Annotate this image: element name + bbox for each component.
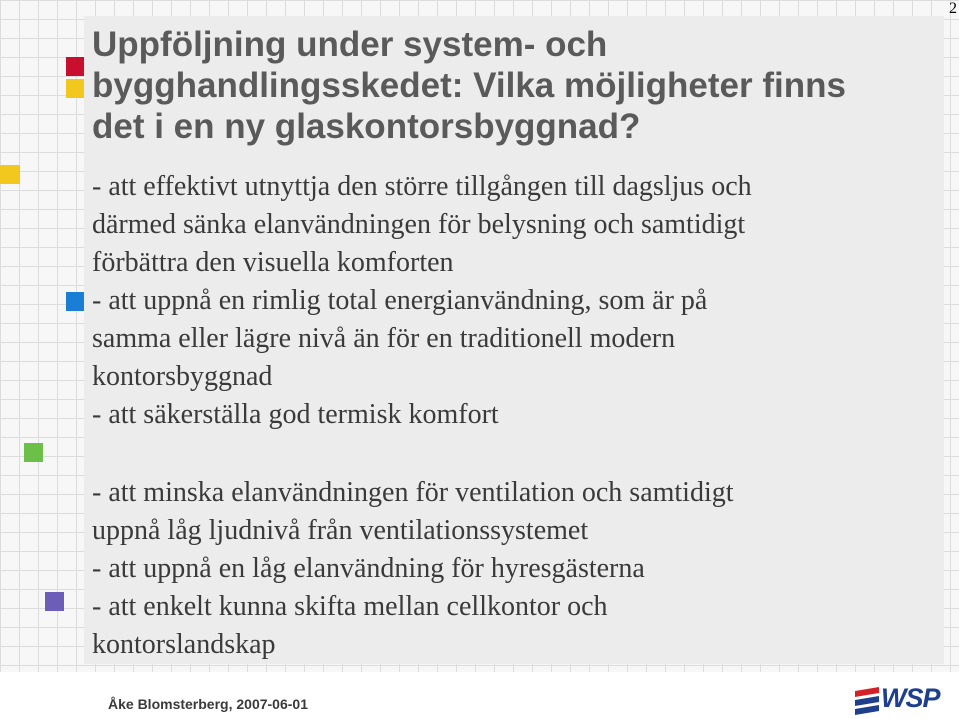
bullet-line: - att minska elanvändningen för ventilation och samtidigt	[92, 477, 734, 508]
bullet-line: därmed sänka elanvändningen för belysning och samtidigt	[92, 209, 746, 240]
title-line: det i en ny glaskontorsbyggnad?	[92, 107, 641, 146]
accent-square-red	[66, 57, 85, 76]
bullet-line: - att enkelt kunna skifta mellan cellkontor och	[92, 591, 608, 622]
wsp-logo-stripe-blue-2	[855, 705, 879, 715]
wsp-logo-text: WSP	[881, 683, 940, 713]
accent-square-purple	[45, 592, 64, 611]
title-line: Uppföljning under system- och	[92, 25, 608, 64]
accent-square-blue	[66, 292, 85, 311]
author-date: Åke Blomsterberg, 2007-06-01	[108, 696, 308, 712]
bullet-line: förbättra den visuella komforten	[92, 247, 454, 278]
wsp-logo-stripe-blue	[855, 696, 879, 706]
accent-square-yellow	[66, 79, 85, 98]
slide-title	[92, 24, 942, 147]
page-number: 2	[949, 0, 957, 17]
bullet-line: kontorslandskap	[92, 629, 276, 660]
bullet-list	[92, 168, 942, 664]
bullet-line: kontorsbyggnad	[92, 361, 273, 392]
bullet-line: uppnå låg ljudnivå från ventilationssystemet	[92, 515, 589, 546]
bullet-line: - att uppnå en låg elanvändning för hyresgästerna	[92, 553, 645, 584]
bullet-line: - att säkerställa god termisk komfort	[92, 399, 499, 430]
bullet-line: - att effektivt utnyttja den större tillgången till dagsljus och	[92, 171, 752, 202]
accent-square-yellow-small	[0, 165, 20, 184]
accent-square-green	[24, 443, 43, 462]
bullet-gap	[92, 434, 942, 474]
bullet-line: samma eller lägre nivå än för en traditionell modern	[92, 323, 676, 354]
wsp-logo-stripe-red	[855, 687, 879, 697]
title-line: bygghandlingsskedet: Vilka möjligheter finns	[92, 66, 846, 105]
bullet-line: - att uppnå en rimlig total energianvändning, som är på	[92, 285, 708, 316]
